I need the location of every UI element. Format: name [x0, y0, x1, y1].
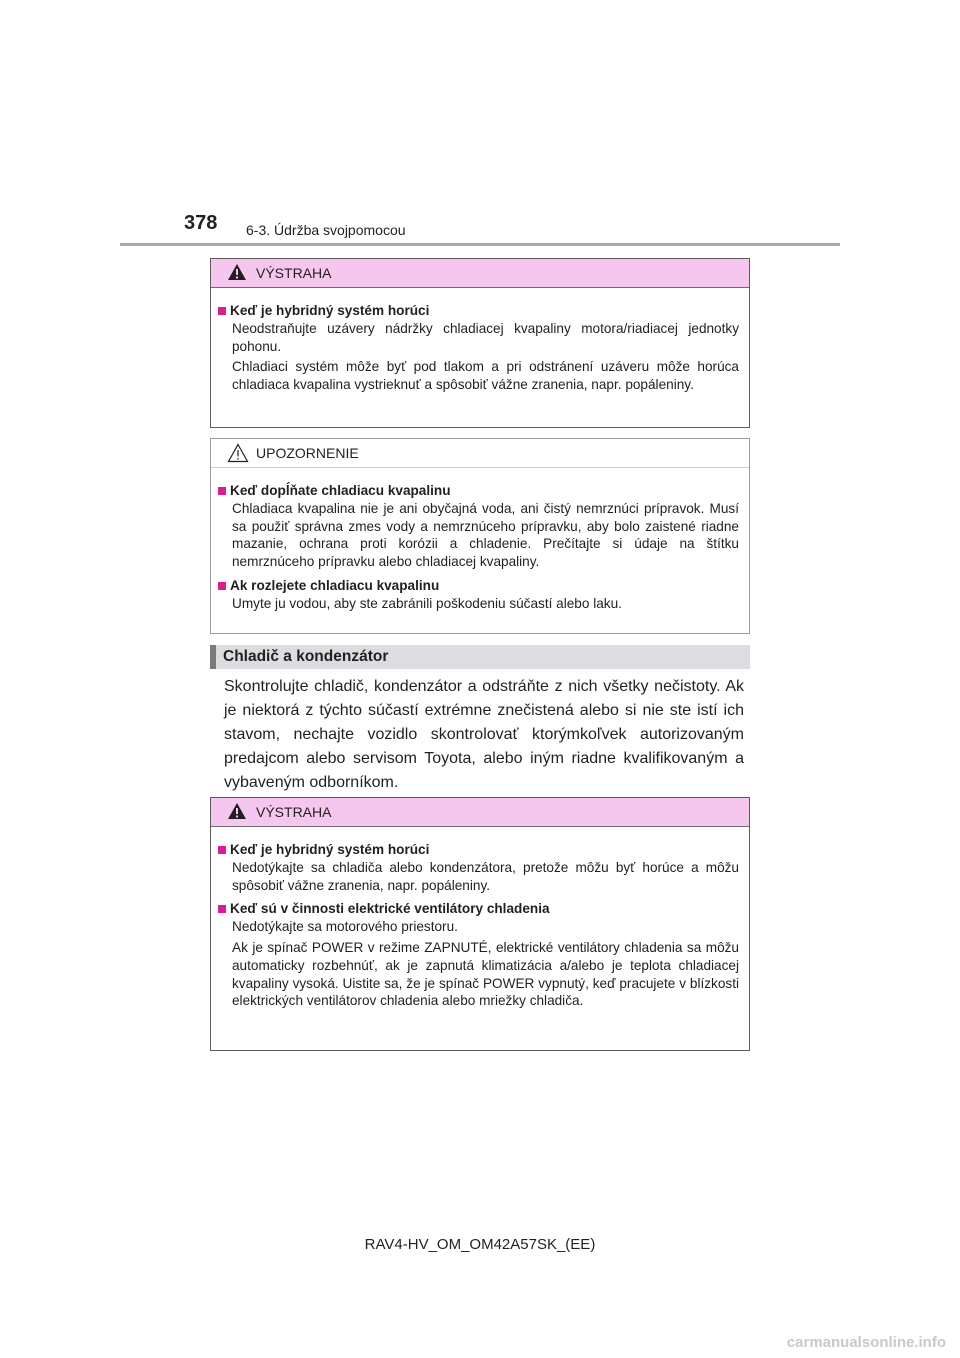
- warning-header: [211, 798, 749, 827]
- item-heading: Keď sú v činnosti elektrické ventilátory chladenia: [218, 900, 739, 918]
- warning-item: [218, 302, 739, 394]
- warning-item: [218, 900, 739, 1010]
- item-heading: Keď je hybridný systém horúci: [218, 841, 739, 859]
- body-paragraph: Skontrolujte chladič, kondenzátor a odstráňte z nich všetky nečistoty. Ak je niektorá z týchto súčastí extrémne znečistená alebo si nie ste istí ich stavom, nechajte vozidlo skontrolovať ktorýmkoľvek autorizovaným predajcom alebo servisom Toyota, alebo iným riadne kvalifikovaným a vybaveným odborníkom.: [224, 678, 744, 791]
- warning-body: [211, 827, 749, 1024]
- caution-item: [218, 482, 739, 571]
- warning-header: [211, 259, 749, 288]
- item-heading: Keď je hybridný systém horúci: [218, 302, 739, 320]
- item-paragraph: Umyte ju vodou, aby ste zabránili poškodeniu súčastí alebo laku.: [232, 595, 622, 611]
- section-title: 6-3. Údržba svojpomocou: [246, 222, 406, 238]
- warning-box: [210, 797, 750, 1051]
- warning-box: [210, 258, 750, 428]
- item-paragraph: Ak je spínač POWER v režime ZAPNUTÉ, elektrické ventilátory chladenia sa môžu automaticky rozbehnúť, ak je zapnutá klimatizácia a/alebo je teplota chladiacej kvapaliny vysoká. Uistite sa, že je spínač POWER vypnutý, keď pracujete v blízkosti elektrických ventilátorov chladenia alebo mriežky chladiča.: [232, 939, 739, 1009]
- item-heading: Keď dopĺňate chladiacu kvapalinu: [218, 482, 739, 500]
- item-paragraph: Chladiaca kvapalina nie je ani obyčajná voda, ani čistý nemrznúci prípravok. Musí sa použiť správna zmes vody a nemrznúceho prípravku, aby bolo zaistené riadne mazanie, ochrana proti korózii a chladenie. Prečítajte si údaje na štítku nemrznúceho prípravku alebo chladiacej kvapaliny.: [232, 500, 739, 570]
- warning-body: [211, 288, 749, 408]
- square-bullet-icon: [218, 487, 226, 495]
- section-subheading: [210, 645, 750, 669]
- subheading-bar: [210, 645, 216, 669]
- warning-item: [218, 841, 739, 894]
- watermark[interactable]: carmanualsonline.info: [786, 1334, 946, 1351]
- item-paragraph: Neodstraňujte uzávery nádržky chladiacej kvapaliny motora/riadiacej jednotky pohonu.: [232, 320, 739, 354]
- caution-triangle-icon: [227, 443, 249, 463]
- item-paragraph: Nedotýkajte sa motorového priestoru.: [232, 919, 458, 935]
- page-number: 378: [184, 212, 218, 234]
- caution-box: [210, 438, 750, 634]
- caution-label: UPOZORNENIE: [256, 445, 359, 461]
- header-divider: [120, 243, 840, 246]
- square-bullet-icon: [218, 307, 226, 315]
- warning-triangle-icon: [227, 263, 247, 281]
- item-paragraph: Chladiaci systém môže byť pod tlakom a pri odstránení uzáveru môže horúca chladiaca kvapalina vystrieknuť a spôsobiť vážne zranenia, napr. popáleniny.: [232, 359, 739, 393]
- document-code-footer: RAV4-HV_OM_OM42A57SK_(EE): [364, 1236, 596, 1253]
- subheading-text: Chladič a kondenzátor: [223, 648, 389, 665]
- caution-item: [218, 577, 739, 613]
- square-bullet-icon: [218, 846, 226, 854]
- caution-body: [211, 468, 749, 627]
- square-bullet-icon: [218, 582, 226, 590]
- warning-triangle-icon: [227, 802, 247, 820]
- warning-label: VÝSTRAHA: [256, 804, 332, 820]
- caution-header: [211, 439, 749, 468]
- square-bullet-icon: [218, 905, 226, 913]
- item-heading: Ak rozlejete chladiacu kvapalinu: [218, 577, 739, 595]
- item-paragraph: Nedotýkajte sa chladiča alebo kondenzátora, pretože môžu byť horúce a môžu spôsobiť vážne zranenia, napr. popáleniny.: [232, 859, 739, 893]
- warning-label: VÝSTRAHA: [256, 265, 332, 281]
